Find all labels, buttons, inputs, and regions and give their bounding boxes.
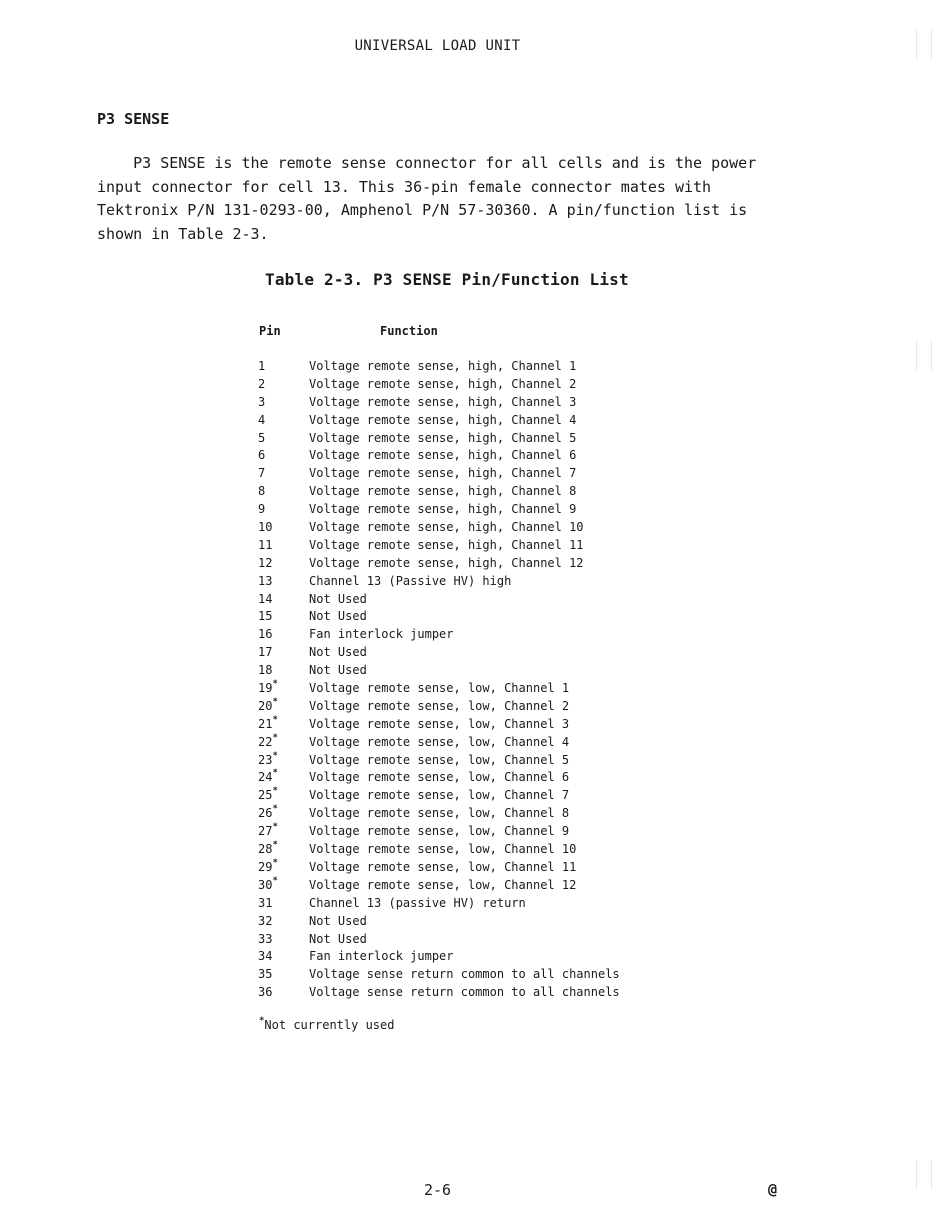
pin-number — [258, 680, 309, 698]
pin-number — [258, 394, 309, 412]
table-row — [258, 805, 678, 823]
pin-function: Voltage remote sense, low, Channel 10 — [309, 842, 577, 857]
pin-number — [258, 966, 309, 984]
pin-function: Voltage remote sense, low, Channel 4 — [309, 734, 570, 749]
pin-function: Voltage remote sense, low, Channel 8 — [309, 806, 570, 821]
table-row — [258, 608, 678, 626]
pin-number-text: 32 — [258, 913, 273, 928]
pin-function: Voltage remote sense, low, Channel 6 — [309, 770, 570, 785]
not-used-asterisk: * — [272, 857, 278, 868]
paragraph-line: P3 SENSE is the remote sense connector for all cells and is the power — [97, 154, 757, 172]
table-row — [258, 984, 678, 1002]
pin-column-header: Pin — [259, 324, 281, 338]
pin-number-text: 25 — [258, 788, 273, 803]
pin-function: Voltage sense return common to all channels — [309, 985, 620, 1000]
pin-function: Voltage remote sense, high, Channel 1 — [309, 359, 577, 373]
pin-number-text: 11 — [258, 537, 273, 552]
pin-number — [258, 573, 309, 591]
pin-number-text: 20 — [258, 698, 273, 713]
pin-number-text: 27 — [258, 824, 273, 839]
pin-number-text: 4 — [258, 412, 266, 427]
pin-number-text: 21 — [258, 716, 273, 731]
pin-function: Voltage remote sense, low, Channel 3 — [309, 716, 570, 731]
scan-edge-mark — [916, 1160, 932, 1190]
pin-number — [258, 984, 309, 1002]
pin-number — [258, 877, 309, 895]
footnote-asterisk: * — [259, 1016, 265, 1026]
table-row — [258, 573, 678, 591]
pin-number-text: 2 — [258, 376, 266, 391]
pin-number-text: 9 — [258, 502, 266, 517]
pin-function: Voltage remote sense, high, Channel 12 — [309, 555, 584, 570]
not-used-asterisk: * — [272, 875, 278, 886]
pin-number — [258, 555, 309, 573]
pin-number-text: 36 — [258, 985, 273, 1000]
table-row — [258, 734, 678, 752]
pin-number-text: 13 — [258, 573, 273, 588]
corner-mark: @ — [768, 1180, 778, 1198]
page-number: 2-6 — [424, 1181, 452, 1199]
pin-function: Voltage remote sense, high, Channel 11 — [309, 537, 584, 552]
pin-number — [258, 841, 309, 859]
table-row — [258, 662, 678, 680]
pin-number — [258, 483, 309, 501]
pin-number-text: 1 — [258, 359, 266, 373]
table-row — [258, 913, 678, 931]
pin-number — [258, 769, 309, 787]
table-row — [258, 537, 678, 555]
footnote — [259, 1018, 394, 1032]
paragraph-line: Tektronix P/N 131-0293-00, Amphenol P/N 57-30360. A pin/function list is — [97, 201, 748, 219]
pin-number-text: 7 — [258, 466, 266, 481]
pin-number-text: 17 — [258, 645, 273, 660]
not-used-asterisk: * — [272, 786, 278, 797]
pin-function: Voltage remote sense, high, Channel 4 — [309, 412, 577, 427]
pin-number-text: 3 — [258, 394, 266, 409]
scan-edge-mark — [916, 30, 932, 60]
not-used-asterisk: * — [272, 732, 278, 743]
pin-function: Voltage remote sense, high, Channel 10 — [309, 520, 584, 535]
pin-number — [258, 931, 309, 949]
pin-function: Voltage remote sense, low, Channel 9 — [309, 824, 570, 839]
not-used-asterisk: * — [272, 804, 278, 815]
pin-number — [258, 895, 309, 913]
table-row — [258, 376, 678, 394]
pin-number-text: 19 — [258, 681, 273, 696]
pin-number-text: 16 — [258, 627, 273, 642]
table-row — [258, 823, 678, 841]
pin-number — [258, 537, 309, 555]
pin-number — [258, 591, 309, 609]
pin-function: Voltage remote sense, high, Channel 3 — [309, 394, 577, 409]
pin-number — [258, 358, 309, 376]
pin-number — [258, 447, 309, 465]
table-row — [258, 769, 678, 787]
pin-number-text: 14 — [258, 591, 273, 606]
paragraph-line: input connector for cell 13. This 36-pin female connector mates with — [97, 177, 712, 196]
pin-number-text: 31 — [258, 895, 273, 910]
table-row — [258, 680, 678, 698]
table-row — [258, 948, 678, 966]
pin-number — [258, 501, 309, 519]
not-used-asterisk: * — [272, 679, 278, 690]
pin-function: Not Used — [309, 591, 367, 606]
pin-number — [258, 465, 309, 483]
pin-function: Channel 13 (passive HV) return — [309, 895, 526, 910]
pin-number — [258, 823, 309, 841]
pin-number — [258, 608, 309, 626]
pin-function: Not Used — [309, 913, 367, 928]
table-row — [258, 752, 678, 770]
pin-function: Voltage remote sense, low, Channel 5 — [309, 752, 570, 767]
table-row — [258, 859, 678, 877]
pin-function: Not Used — [309, 663, 367, 678]
pin-function: Voltage remote sense, high, Channel 6 — [309, 448, 577, 463]
pin-number-text: 22 — [258, 734, 273, 749]
table-row — [258, 483, 678, 501]
pin-number — [258, 913, 309, 931]
table-row — [258, 931, 678, 949]
not-used-asterisk: * — [272, 840, 278, 851]
pin-number-text: 29 — [258, 859, 273, 874]
not-used-asterisk: * — [272, 696, 278, 707]
pin-function: Voltage remote sense, high, Channel 5 — [309, 430, 577, 445]
pin-function: Fan interlock jumper — [309, 949, 454, 964]
table-row — [258, 698, 678, 716]
pin-number-text: 10 — [258, 520, 273, 535]
paragraph-line: shown in Table 2-3. — [97, 224, 269, 243]
pin-number — [258, 626, 309, 644]
pin-function: Voltage remote sense, low, Channel 11 — [309, 859, 577, 874]
pin-number-text: 18 — [258, 663, 273, 678]
pin-function: Voltage remote sense, high, Channel 8 — [309, 484, 577, 499]
body-paragraph — [97, 152, 817, 246]
pin-function: Fan interlock jumper — [309, 627, 454, 642]
function-column-header: Function — [380, 324, 438, 338]
pin-number-text: 8 — [258, 484, 266, 499]
pin-number — [258, 662, 309, 680]
pin-number-text: 26 — [258, 806, 273, 821]
table-row — [258, 877, 678, 895]
pin-function-table — [258, 358, 678, 1002]
pin-number-text: 34 — [258, 949, 273, 964]
pin-number — [258, 412, 309, 430]
pin-number-text: 5 — [258, 430, 266, 445]
table-row — [258, 519, 678, 537]
table-row — [258, 412, 678, 430]
table-title: Table 2-3. P3 SENSE Pin/Function List — [265, 270, 629, 289]
section-heading: P3 SENSE — [97, 110, 170, 128]
pin-function: Voltage remote sense, high, Channel 7 — [309, 466, 577, 481]
pin-number-text: 23 — [258, 752, 273, 767]
table-row — [258, 555, 678, 573]
table-row — [258, 465, 678, 483]
pin-function: Voltage remote sense, low, Channel 2 — [309, 698, 570, 713]
not-used-asterisk: * — [272, 714, 278, 725]
pin-number — [258, 376, 309, 394]
pin-number — [258, 787, 309, 805]
pin-number — [258, 519, 309, 537]
pin-function: Voltage remote sense, high, Channel 2 — [309, 376, 577, 391]
pin-number-text: 15 — [258, 609, 273, 624]
pin-number — [258, 716, 309, 734]
running-head: UNIVERSAL LOAD UNIT — [354, 38, 521, 54]
pin-number — [258, 644, 309, 662]
table-row — [258, 787, 678, 805]
footnote-text: Not currently used — [264, 1018, 395, 1032]
table-row — [258, 716, 678, 734]
pin-number-text: 33 — [258, 931, 273, 946]
table-row — [258, 394, 678, 412]
pin-number-text: 12 — [258, 555, 273, 570]
pin-function: Voltage remote sense, low, Channel 7 — [309, 788, 570, 803]
pin-function: Voltage sense return common to all channels — [309, 967, 620, 982]
table-row — [258, 447, 678, 465]
pin-function: Not Used — [309, 931, 367, 946]
table-row — [258, 895, 678, 913]
pin-number — [258, 859, 309, 877]
pin-number — [258, 734, 309, 752]
table-row — [258, 966, 678, 984]
pin-function: Not Used — [309, 645, 367, 660]
pin-function: Voltage remote sense, low, Channel 12 — [309, 877, 577, 892]
pin-function: Voltage remote sense, low, Channel 1 — [309, 681, 570, 696]
pin-function: Channel 13 (Passive HV) high — [309, 573, 512, 588]
table-row — [258, 430, 678, 448]
scan-edge-mark — [916, 340, 932, 370]
pin-number — [258, 698, 309, 716]
not-used-asterisk: * — [272, 822, 278, 833]
table-row — [258, 358, 678, 376]
table-row — [258, 591, 678, 609]
not-used-asterisk: * — [272, 768, 278, 779]
pin-number-text: 28 — [258, 842, 273, 857]
table-row — [258, 644, 678, 662]
table-row — [258, 841, 678, 859]
pin-function: Voltage remote sense, high, Channel 9 — [309, 502, 577, 517]
pin-number — [258, 752, 309, 770]
pin-number — [258, 430, 309, 448]
pin-number — [258, 805, 309, 823]
pin-number-text: 6 — [258, 448, 266, 463]
table-row — [258, 501, 678, 519]
pin-number-text: 30 — [258, 877, 273, 892]
pin-number — [258, 948, 309, 966]
not-used-asterisk: * — [272, 750, 278, 761]
pin-number-text: 35 — [258, 967, 273, 982]
pin-function: Not Used — [309, 609, 367, 624]
pin-number-text: 24 — [258, 770, 273, 785]
table-row — [258, 626, 678, 644]
